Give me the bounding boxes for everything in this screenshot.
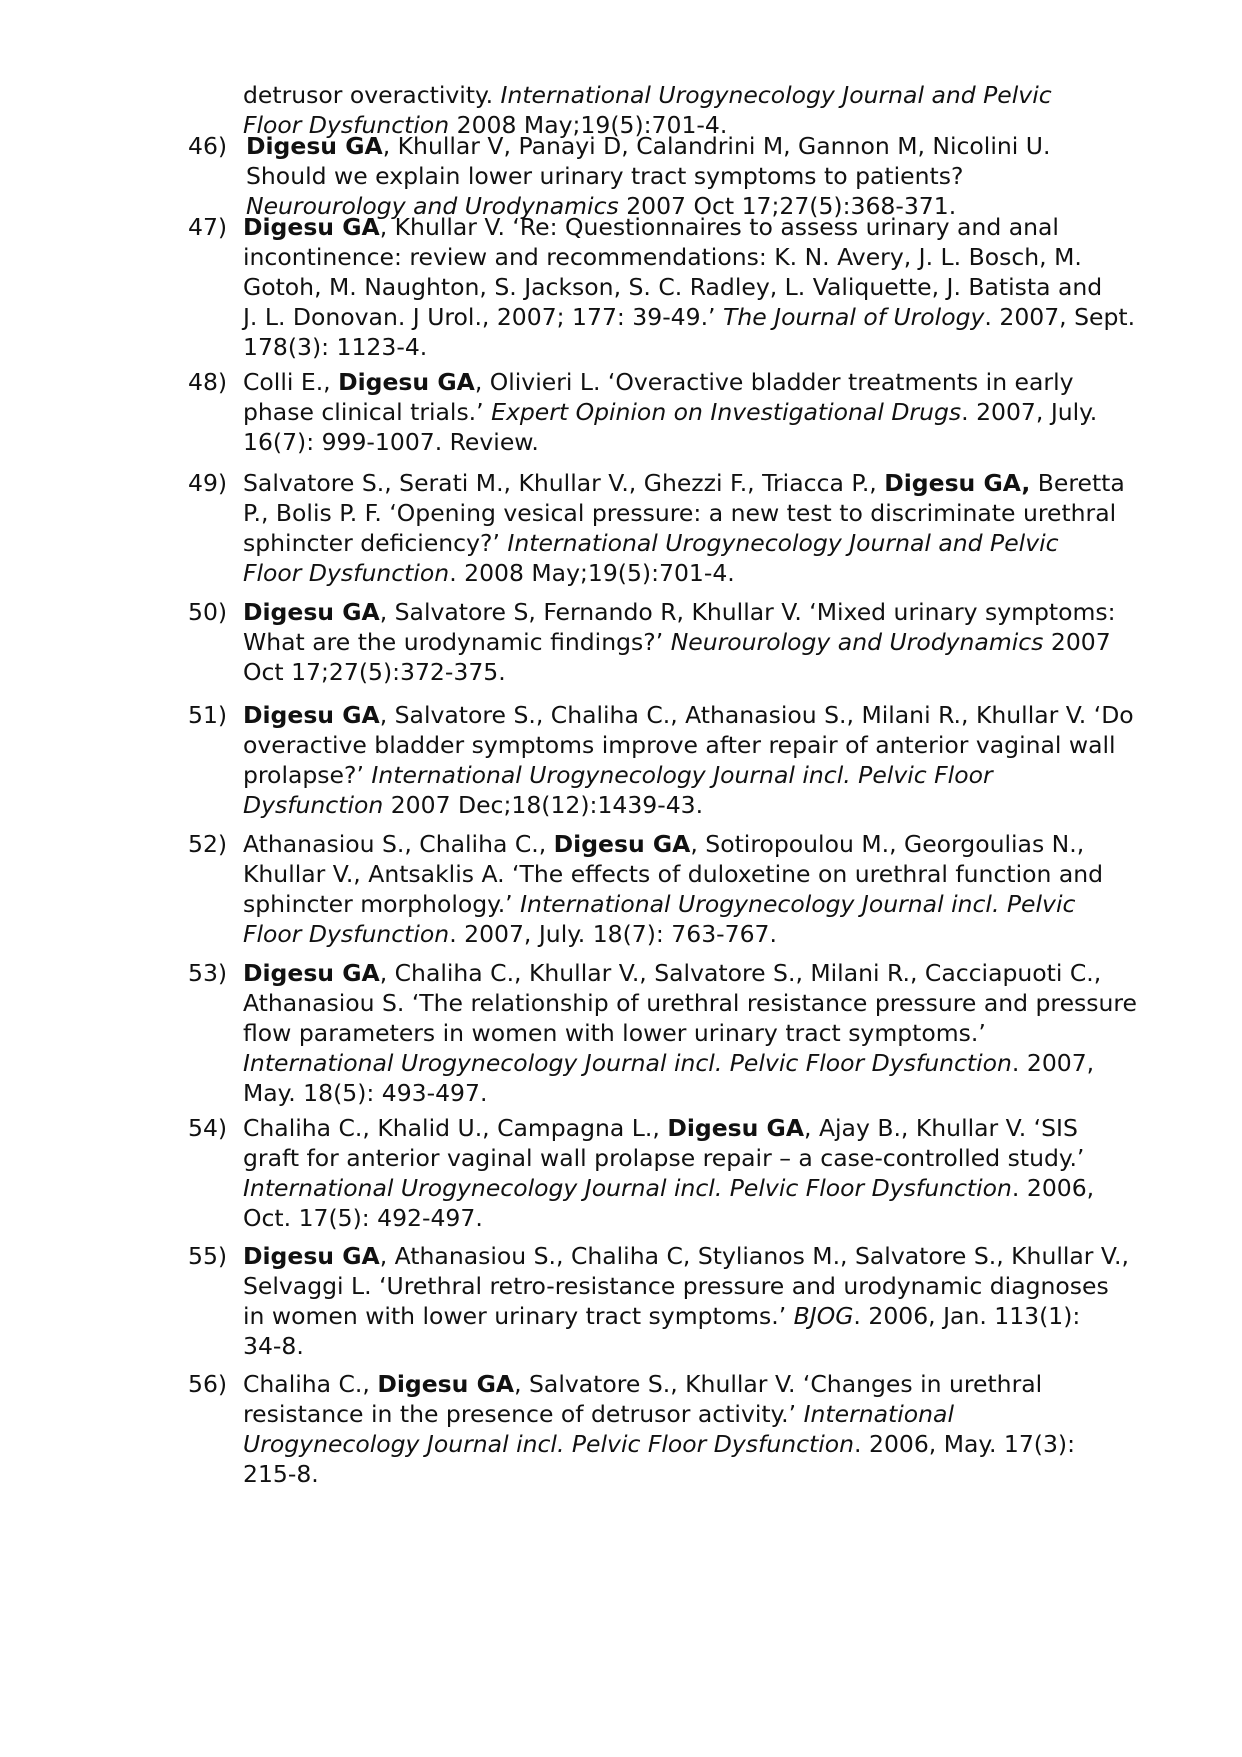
reference-line [243, 1143, 1148, 1173]
reference-text [243, 700, 1148, 820]
author-highlight: Digesu GA, [884, 469, 1031, 497]
text-run: Oct. 17(5): 492-497. [243, 1204, 483, 1232]
reference-line [243, 597, 1148, 627]
text-run: . 2007, July. 18(7): 763-767. [449, 920, 777, 948]
journal-title: Neurourology and Urodynamics [670, 628, 1044, 656]
text-run: Oct 17;27(5):372-375. [243, 658, 506, 686]
text-run: 2007 Dec;18(12):1439-43. [383, 791, 704, 819]
reference-number: 51) [188, 701, 228, 729]
reference-text [243, 367, 1148, 457]
author-highlight: Digesu GA [243, 213, 380, 241]
reference-line [243, 1271, 1148, 1301]
reference-line [243, 332, 1148, 362]
journal-title: Dysfunction [243, 791, 384, 819]
text-run: P., Bolis P. F. ‘Opening vesical pressure: a new test to discriminate urethral [243, 499, 1117, 527]
text-run: in women with lower urinary tract symptoms.’ [243, 1302, 794, 1330]
text-run: . 2007, Sept. [984, 303, 1136, 331]
text-run: Gotoh, M. Naughton, S. Jackson, S. C. Radley, L. Valiquette, J. Batista and [243, 273, 1103, 301]
text-run: resistance in the presence of detrusor activity.’ [243, 1400, 804, 1428]
reference-line [243, 1048, 1148, 1078]
journal-title: Floor Dysfunction [243, 920, 450, 948]
reference-line [243, 958, 1148, 988]
text-run: , Chaliha C., Khullar V., Salvatore S., Milani R., Cacciapuoti C., [379, 959, 1102, 987]
reference-number: 47) [188, 213, 228, 241]
reference-line [243, 242, 1148, 272]
reference-line [243, 988, 1148, 1018]
text-run: 215-8. [243, 1460, 319, 1488]
reference-number: 50) [188, 598, 228, 626]
text-run: graft for anterior vaginal wall prolapse repair – a case-controlled study.’ [243, 1144, 1085, 1172]
text-run: detrusor overactivity. [243, 81, 501, 109]
reference-text [243, 829, 1148, 949]
reference-line [243, 558, 1148, 588]
reference-number: 46) [188, 132, 228, 160]
text-run: May. 18(5): 493-497. [243, 1079, 488, 1107]
text-run: , Salvatore S., Chaliha C., Athanasiou S., Milani R., Khullar V. ‘Do [379, 701, 1134, 729]
text-run: 34-8. [243, 1332, 304, 1360]
text-run: sphincter morphology.’ [243, 890, 521, 918]
author-highlight: Digesu GA [553, 830, 691, 858]
author-highlight: Digesu GA [338, 368, 475, 396]
text-run: Athanasiou S. ‘The relationship of urethral resistance pressure and pressure [243, 989, 1138, 1017]
text-run: J. L. Donovan. J Urol., 2007; 177: 39-49.’ [243, 303, 723, 331]
author-highlight: Digesu GA [243, 598, 380, 626]
text-run: 2007 Oct 17;27(5):368-371. [618, 192, 957, 220]
reference-line [243, 212, 1148, 242]
text-run: What are the urodynamic findings?’ [243, 628, 671, 656]
reference-line [243, 790, 1148, 820]
author-highlight: Digesu GA [243, 701, 380, 729]
reference-line [243, 528, 1148, 558]
reference-line [243, 427, 1148, 457]
text-run: , Ajay B., Khullar V. ‘SIS [804, 1114, 1078, 1142]
reference-line [243, 627, 1148, 657]
reference-line [243, 760, 1148, 790]
reference-line [243, 1078, 1148, 1108]
text-run: Beretta [1030, 469, 1125, 497]
text-run: incontinence: review and recommendations: K. N. Avery, J. L. Bosch, M. [243, 243, 1082, 271]
journal-title: BJOG [793, 1302, 854, 1330]
reference-number: 48) [188, 368, 228, 396]
reference-number: 49) [188, 469, 228, 497]
reference-text [243, 1369, 1148, 1489]
reference-line [243, 730, 1148, 760]
reference-line [243, 1459, 1148, 1489]
author-highlight: Digesu GA [377, 1370, 515, 1398]
text-run: Should we explain lower urinary tract symptoms to patients? [246, 162, 964, 190]
reference-line [243, 468, 1148, 498]
text-run: , Khullar V, Panayi D, Calandrini M, Gannon M, Nicolini U. [382, 132, 1051, 160]
reference-line [243, 1331, 1148, 1361]
reference-line [243, 859, 1148, 889]
journal-title: International Urogynecology Journal incl. Pelvic [520, 890, 1076, 918]
author-highlight: Digesu GA [243, 1242, 380, 1270]
reference-text [243, 1241, 1148, 1361]
text-run: 178(3): 1123-4. [243, 333, 428, 361]
text-run: Chaliha C., Khalid U., Campagna L., [243, 1114, 668, 1142]
author-highlight: Digesu GA [667, 1114, 805, 1142]
reference-line [243, 367, 1148, 397]
reference-text [243, 597, 1148, 687]
text-run: , Olivieri L. ‘Overactive bladder treatments in early [474, 368, 1074, 396]
text-run: phase clinical trials.’ [243, 398, 492, 426]
reference-line [243, 1301, 1148, 1331]
text-run: . 2007, [1011, 1049, 1095, 1077]
text-run: . 2006, Jan. 113(1): [853, 1302, 1081, 1330]
text-run: prolapse?’ [243, 761, 372, 789]
reference-number: 52) [188, 830, 228, 858]
journal-title: Urogynecology Journal incl. Pelvic Floor Dysfunction [243, 1430, 855, 1458]
text-run: , Athanasiou S., Chaliha C, Stylianos M., Salvatore S., Khullar V., [379, 1242, 1129, 1270]
reference-text [246, 131, 1151, 221]
author-highlight: Digesu GA [243, 959, 380, 987]
journal-title: International Urogynecology Journal incl. Pelvic Floor [371, 761, 993, 789]
text-run: Athanasiou S., Chaliha C., [243, 830, 554, 858]
reference-line [243, 657, 1148, 687]
journal-title: International Urogynecology Journal incl. Pelvic Floor Dysfunction [243, 1049, 1012, 1077]
text-run: , Salvatore S, Fernando R, Khullar V. ‘Mixed urinary symptoms: [379, 598, 1116, 626]
reference-line [243, 1399, 1148, 1429]
journal-title: Floor Dysfunction [243, 559, 450, 587]
reference-line [243, 397, 1148, 427]
text-run: . 2007, July. [961, 398, 1098, 426]
reference-line [243, 1369, 1148, 1399]
reference-line [243, 1203, 1148, 1233]
text-run: . 2006, [1011, 1174, 1095, 1202]
reference-line [243, 1113, 1148, 1143]
text-run: , Sotiropoulou M., Georgoulias N., [690, 830, 1085, 858]
text-run: Salvatore S., Serati M., Khullar V., Ghezzi F., Triacca P., [243, 469, 885, 497]
reference-line [243, 889, 1148, 919]
reference-line [243, 1429, 1148, 1459]
journal-title: Expert Opinion on Investigational Drugs [491, 398, 962, 426]
reference-number: 55) [188, 1242, 228, 1270]
reference-text [243, 212, 1148, 362]
reference-text [243, 1113, 1148, 1233]
journal-title: International Urogynecology Journal and Pelvic [507, 529, 1059, 557]
text-run: 2007 [1043, 628, 1111, 656]
reference-text [243, 468, 1148, 588]
reference-number: 53) [188, 959, 228, 987]
journal-title: International [803, 1400, 954, 1428]
reference-line [243, 829, 1148, 859]
journal-title: Floor Dysfunction [243, 111, 450, 139]
text-run: Colli E., [243, 368, 339, 396]
reference-line [243, 700, 1148, 730]
text-run: 16(7): 999-1007. Review. [243, 428, 539, 456]
reference-line [246, 131, 1151, 161]
reference-line [246, 161, 1151, 191]
text-run: . 2006, May. 17(3): [854, 1430, 1076, 1458]
journal-title: Neurourology and Urodynamics [246, 192, 619, 220]
text-run: 2008 May;19(5):701-4. [449, 111, 728, 139]
text-run: sphincter deficiency?’ [243, 529, 508, 557]
reference-text [243, 958, 1148, 1108]
text-run: Chaliha C., [243, 1370, 378, 1398]
reference-line [243, 1018, 1148, 1048]
text-run: , Khullar V. ‘Re: Questionnaires to assess urinary and anal [379, 213, 1059, 241]
journal-title: International Urogynecology Journal and Pelvic [500, 81, 1052, 109]
reference-line [243, 1241, 1148, 1271]
reference-line [243, 1173, 1148, 1203]
reference-number: 54) [188, 1114, 228, 1142]
reference-line [243, 80, 1148, 110]
author-highlight: Digesu GA [246, 132, 383, 160]
journal-title: The Journal of Urology [722, 303, 985, 331]
reference-line [243, 302, 1148, 332]
text-run: Selvaggi L. ‘Urethral retro-resistance pressure and urodynamic diagnoses [243, 1272, 1109, 1300]
reference-line [243, 498, 1148, 528]
text-run: , Salvatore S., Khullar V. ‘Changes in urethral [514, 1370, 1043, 1398]
text-run: Khullar V., Antsaklis A. ‘The effects of duloxetine on urethral function and [243, 860, 1104, 888]
reference-line [243, 272, 1148, 302]
text-run: flow parameters in women with lower urinary tract symptoms.’ [243, 1019, 986, 1047]
reference-line [243, 919, 1148, 949]
text-run: overactive bladder symptoms improve after repair of anterior vaginal wall [243, 731, 1116, 759]
reference-number: 56) [188, 1370, 228, 1398]
journal-title: International Urogynecology Journal incl. Pelvic Floor Dysfunction [243, 1174, 1012, 1202]
text-run: . 2008 May;19(5):701-4. [449, 559, 735, 587]
